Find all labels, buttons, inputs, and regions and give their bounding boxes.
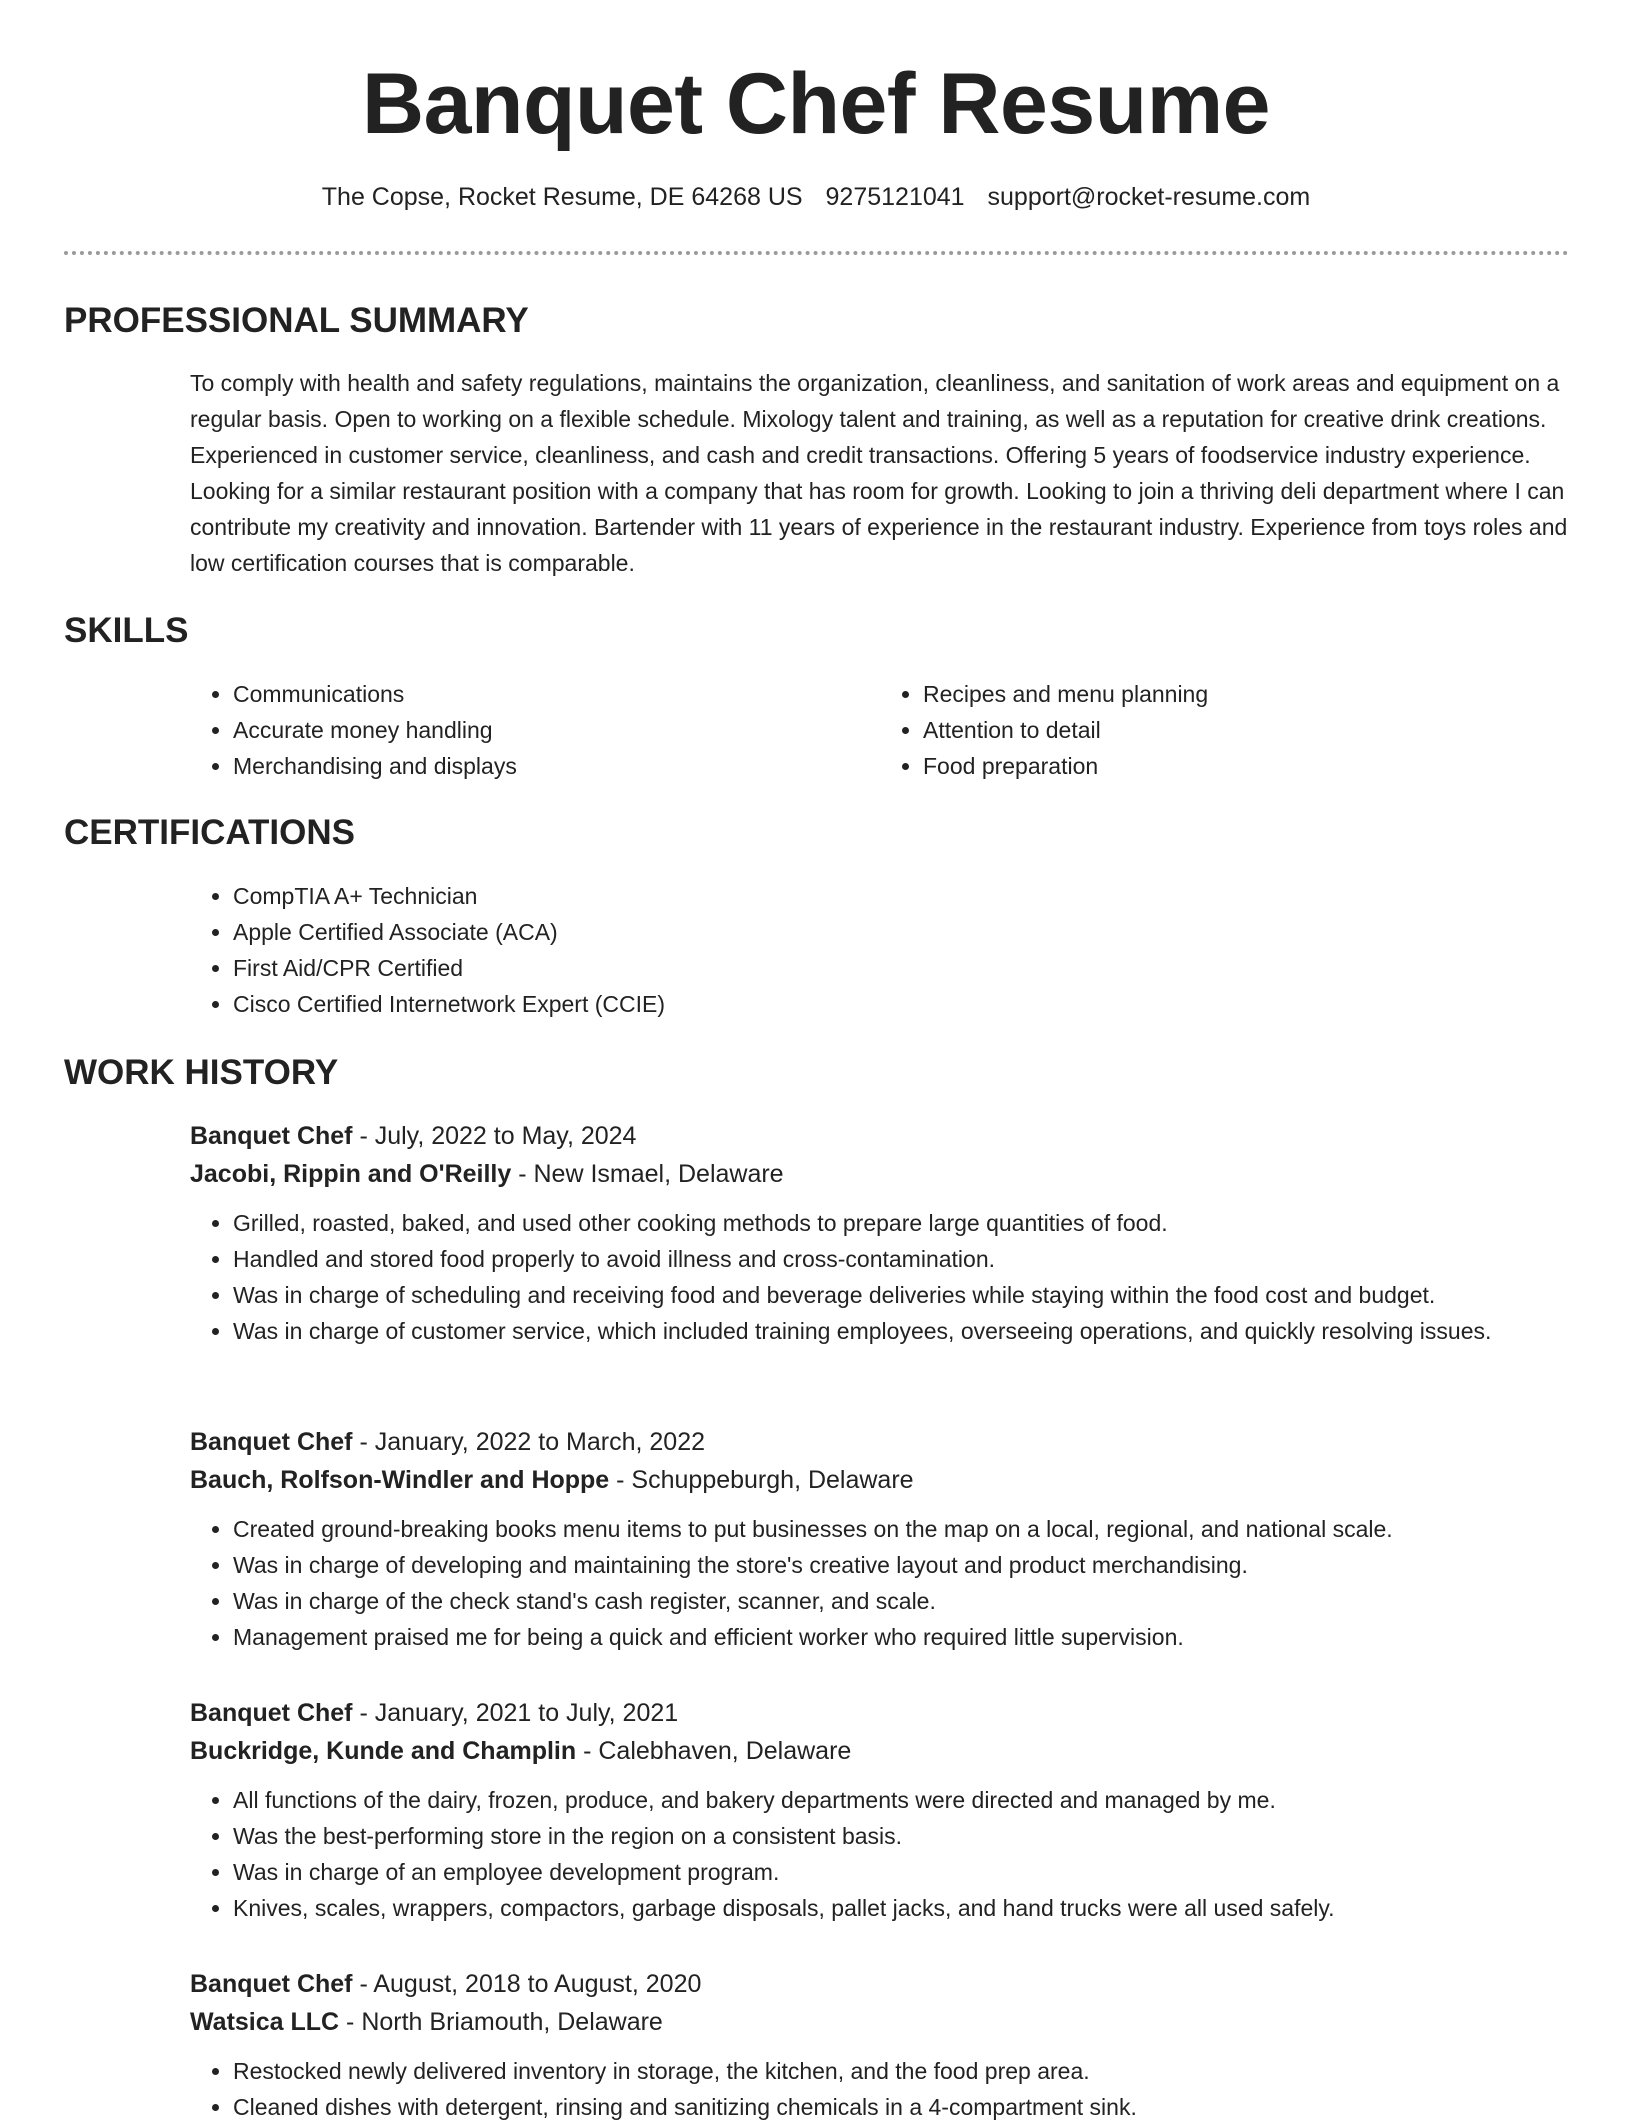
job-bullet: • Was in charge of an employee development program. (233, 1854, 1570, 1890)
job-title-line (190, 1694, 1570, 1732)
job-location: - New Ismael, Delaware (511, 1160, 784, 1188)
summary-heading: PROFESSIONAL SUMMARY (64, 301, 529, 340)
certifications-heading: CERTIFICATIONS (64, 813, 356, 852)
job-bullet: • Was in charge of customer service, which included training employees, overseeing operations, and quickly resolving issues. (233, 1313, 1570, 1349)
certification-item: • CompTIA A+ Technician (233, 878, 1570, 914)
skill-item: • Communications (233, 676, 880, 712)
job-bullet: • Handled and stored food properly to avoid illness and cross-contamination. (233, 1241, 1570, 1277)
job-bullet: • Was in charge of developing and maintaining the store's creative layout and product merchandising. (233, 1547, 1570, 1583)
job-role: Banquet Chef (190, 1699, 353, 1727)
contact-line (0, 181, 1632, 213)
skills-column-right (880, 676, 1570, 784)
skill-item: • Food preparation (923, 748, 1570, 784)
skill-item: • Accurate money handling (233, 712, 880, 748)
header-divider (64, 251, 1569, 255)
job-location: - Schuppeburgh, Delaware (609, 1466, 914, 1494)
skill-item: • Recipes and menu planning (923, 676, 1570, 712)
certifications-list (190, 878, 1570, 1022)
certification-item: • Apple Certified Associate (ACA) (233, 914, 1570, 950)
job-role: Banquet Chef (190, 1970, 353, 1998)
resume-title: Banquet Chef Resume (362, 56, 1270, 152)
job-dates: - January, 2021 to July, 2021 (352, 1699, 679, 1727)
job-bullets (190, 1511, 1570, 1655)
skills-heading: SKILLS (64, 611, 189, 650)
job-entry (190, 1965, 1570, 2125)
email: support@rocket-resume.com (987, 183, 1311, 211)
job-title-line (190, 1117, 1570, 1155)
job-company: Bauch, Rolfson-Windler and Hoppe (190, 1466, 610, 1494)
skills-list (190, 676, 1570, 784)
address: The Copse, Rocket Resume, DE 64268 US (321, 183, 803, 211)
job-bullet: • Knives, scales, wrappers, compactors, garbage disposals, pallet jacks, and hand trucks were all used safely. (233, 1890, 1570, 1926)
job-dates: - August, 2018 to August, 2020 (352, 1970, 702, 1998)
job-dates: - January, 2022 to March, 2022 (352, 1428, 706, 1456)
job-bullet: • Was in charge of scheduling and receiving food and beverage deliveries while staying within the food cost and budget. (233, 1277, 1570, 1313)
job-company-line (190, 1155, 1570, 1193)
skill-item: • Merchandising and displays (233, 748, 880, 784)
job-company-line (190, 1732, 1570, 1770)
job-company-line (190, 2003, 1570, 2041)
summary-text: To comply with health and safety regulations, maintains the organization, cleanliness, and sanitation of work areas and equipment on a regular basis. Open to working on a flexible schedule. Mixology talent and training, as well as a reputation for creative drink creations. Experienced in customer service, cleanliness, and cash and credit transactions. Offering 5 years of foodservice industry experience. Looking for a similar restaurant position with a company that has room for growth. Looking to join a thriving deli department where I can contribute my creativity and innovation. Bartender with 11 years of experience in the restaurant industry. Experience from toys roles and low certification courses that is comparable. (190, 370, 1568, 576)
job-title-line (190, 1423, 1570, 1461)
skill-item: • Attention to detail (923, 712, 1570, 748)
job-bullet: • Grilled, roasted, baked, and used other cooking methods to prepare large quantities of food. (233, 1205, 1570, 1241)
phone: 9275121041 (825, 183, 965, 211)
skills-column-left (190, 676, 880, 784)
job-bullets (190, 1782, 1570, 1926)
job-bullet: • All functions of the dairy, frozen, produce, and bakery departments were directed and managed by me. (233, 1782, 1570, 1818)
job-bullet: • Restocked newly delivered inventory in storage, the kitchen, and the food prep area. (233, 2053, 1570, 2089)
job-location: - North Briamouth, Delaware (339, 2008, 663, 2036)
job-company: Jacobi, Rippin and O'Reilly (190, 1160, 512, 1188)
job-role: Banquet Chef (190, 1428, 353, 1456)
job-bullet: • Was the best-performing store in the region on a consistent basis. (233, 1818, 1570, 1854)
job-bullet: • Created ground-breaking books menu items to put businesses on the map on a local, regional, and national scale. (233, 1511, 1570, 1547)
job-company-line (190, 1461, 1570, 1499)
job-bullets (190, 1205, 1570, 1349)
job-entry (190, 1423, 1570, 1655)
job-title-line (190, 1965, 1570, 2003)
job-company: Buckridge, Kunde and Champlin (190, 1737, 577, 1765)
certification-item: • First Aid/CPR Certified (233, 950, 1570, 986)
job-entry (190, 1117, 1570, 1349)
job-bullets (190, 2053, 1570, 2125)
job-bullet: • Cleaned dishes with detergent, rinsing and sanitizing chemicals in a 4-compartment sink. (233, 2089, 1570, 2125)
job-bullet: • Management praised me for being a quick and efficient worker who required little supervision. (233, 1619, 1570, 1655)
job-bullet: • Was in charge of the check stand's cash register, scanner, and scale. (233, 1583, 1570, 1619)
job-company: Watsica LLC (190, 2008, 340, 2036)
job-location: - Calebhaven, Delaware (576, 1737, 852, 1765)
job-entry (190, 1694, 1570, 1926)
job-role: Banquet Chef (190, 1122, 353, 1150)
work-history-heading: WORK HISTORY (64, 1053, 339, 1092)
job-dates: - July, 2022 to May, 2024 (352, 1122, 637, 1150)
certification-item: • Cisco Certified Internetwork Expert (CCIE) (233, 986, 1570, 1022)
